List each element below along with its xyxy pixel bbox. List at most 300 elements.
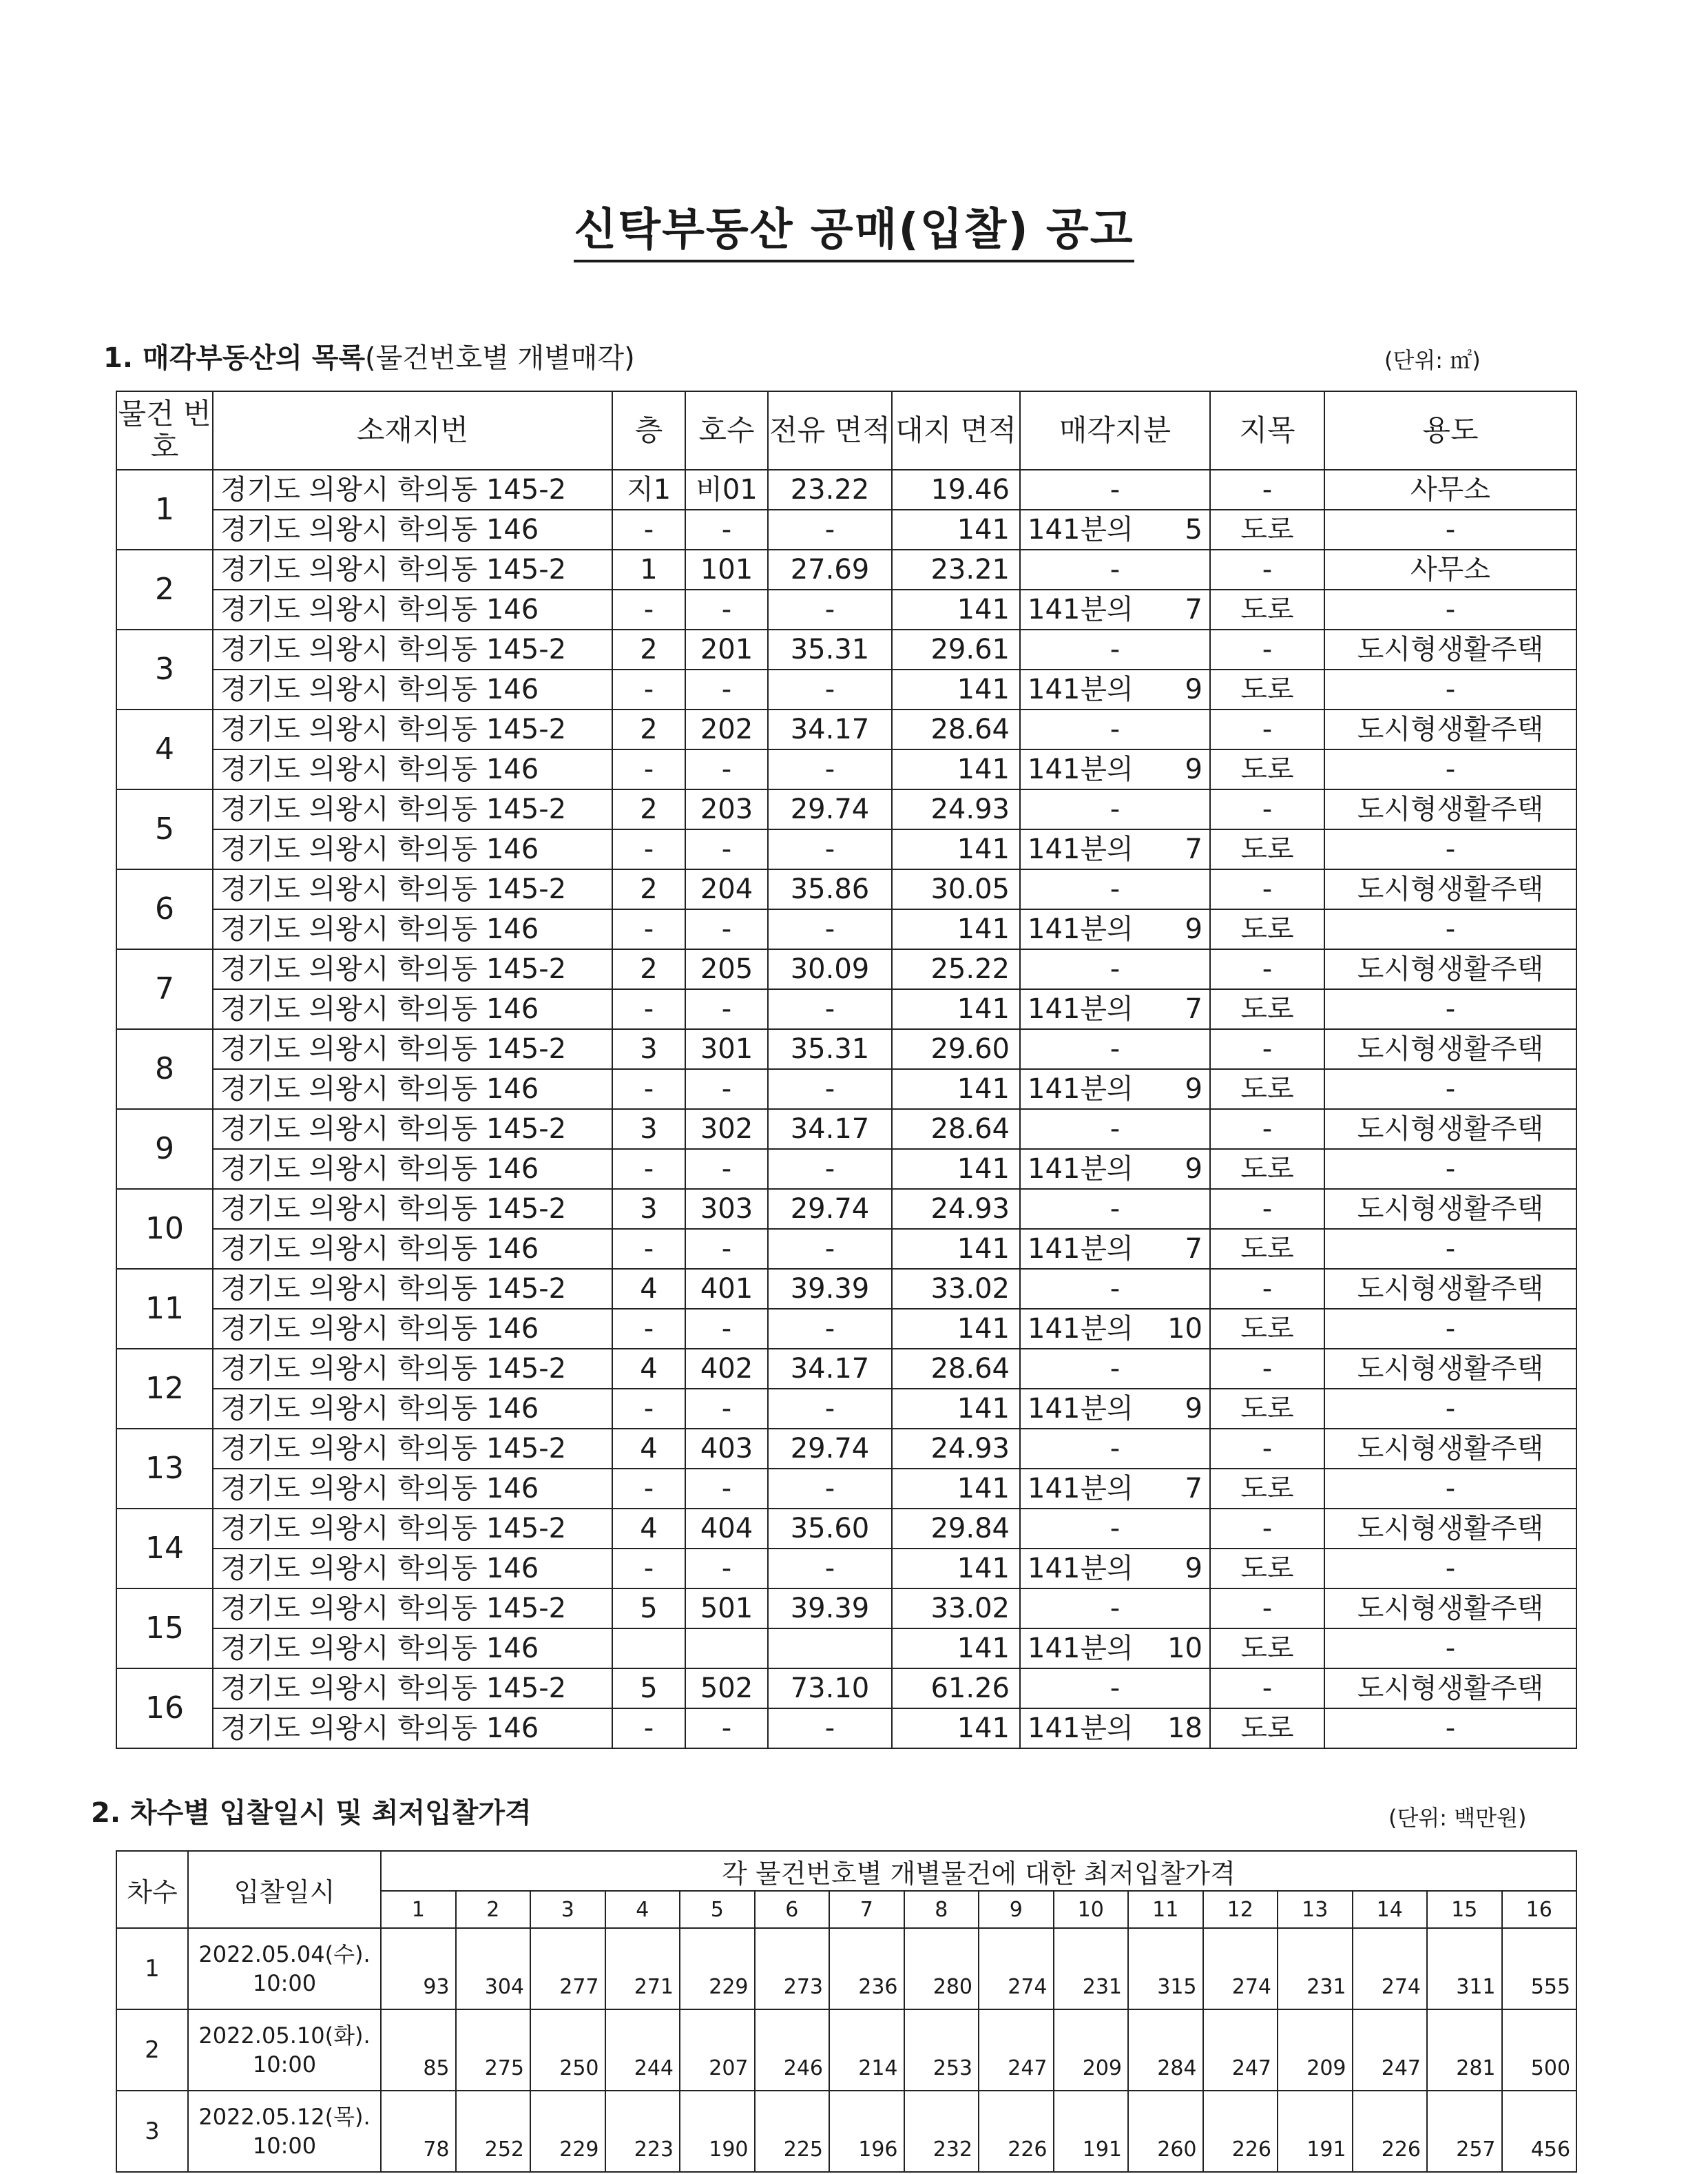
land-area-cell: 141 <box>892 989 1020 1029</box>
share-label: - <box>1110 1113 1121 1145</box>
item-number-cell: 1 <box>116 470 213 550</box>
table-row <box>116 630 1576 670</box>
floor-cell: - <box>612 1469 685 1509</box>
bid-date: 2022.05.12(목). <box>198 2104 371 2130</box>
header-address: 소재지번 <box>213 391 612 470</box>
unit-no-cell: - <box>685 1708 768 1748</box>
share-label: 141분의 <box>1028 1313 1134 1345</box>
floor-cell: 지1 <box>612 470 685 510</box>
exclusive-area-cell: - <box>768 909 892 949</box>
use-cell: 도시형생활주택 <box>1324 1349 1576 1389</box>
price-cell: 250 <box>530 2009 605 2091</box>
share-cell <box>1020 949 1210 989</box>
land-type-cell: - <box>1210 1189 1324 1229</box>
exclusive-area-cell: - <box>768 989 892 1029</box>
item-number-cell: 6 <box>116 869 213 949</box>
unit-no-cell <box>685 1628 768 1668</box>
use-cell: 도시형생활주택 <box>1324 1269 1576 1309</box>
use-cell: 도시형생활주택 <box>1324 1029 1576 1069</box>
address-cell: 경기도 의왕시 학의동 146 <box>213 510 612 550</box>
price-cell: 207 <box>680 2009 755 2091</box>
item-number-header: 3 <box>530 1891 605 1928</box>
exclusive-area-cell: 34.17 <box>768 1109 892 1149</box>
address-cell: 경기도 의왕시 학의동 145-2 <box>213 1109 612 1149</box>
share-cell <box>1020 909 1210 949</box>
exclusive-area-cell: 73.10 <box>768 1668 892 1708</box>
table-row <box>116 869 1576 909</box>
item-number-header: 15 <box>1427 1891 1502 1928</box>
share-cell <box>1020 1229 1210 1269</box>
exclusive-area-cell: 35.60 <box>768 1509 892 1549</box>
floor-cell: - <box>612 1069 685 1109</box>
share-cell <box>1020 470 1210 510</box>
share-cell <box>1020 670 1210 710</box>
share-label: 141분의 <box>1028 1473 1134 1504</box>
price-cell: 214 <box>829 2009 904 2091</box>
table-row <box>116 1429 1576 1469</box>
exclusive-area-cell: - <box>768 670 892 710</box>
use-cell: - <box>1324 590 1576 630</box>
floor-cell: 2 <box>612 789 685 829</box>
share-cell <box>1020 1469 1210 1509</box>
price-cell: 247 <box>979 2009 1054 2091</box>
item-number-cell: 7 <box>116 949 213 1029</box>
land-area-cell: 29.84 <box>892 1509 1020 1549</box>
address-cell: 경기도 의왕시 학의동 146 <box>213 1628 612 1668</box>
unit-no-cell: 205 <box>685 949 768 989</box>
share-label: - <box>1110 714 1121 745</box>
address-cell: 경기도 의왕시 학의동 146 <box>213 1069 612 1109</box>
share-label: 141분의 <box>1028 913 1134 945</box>
land-area-cell: 141 <box>892 1229 1020 1269</box>
price-cell: 93 <box>381 1928 456 2009</box>
exclusive-area-cell: 29.74 <box>768 789 892 829</box>
land-type-cell: 도로 <box>1210 510 1324 550</box>
price-cell: 236 <box>829 1928 904 2009</box>
exclusive-area-cell: 34.17 <box>768 710 892 749</box>
page-title: 신탁부동산 공매(입찰) 공고 <box>0 194 1708 258</box>
section1-heading: 1. 매각부동산의 목록(물건번호별 개별매각) <box>103 342 635 374</box>
use-cell: - <box>1324 1549 1576 1588</box>
land-type-cell: 도로 <box>1210 749 1324 789</box>
price-cell: 229 <box>530 2091 605 2172</box>
share-numerator: 5 <box>1185 514 1202 546</box>
header-share: 매각지분 <box>1020 391 1210 470</box>
share-numerator: 9 <box>1185 1393 1202 1425</box>
use-cell: - <box>1324 1149 1576 1189</box>
table-row <box>116 1109 1576 1149</box>
use-cell: 도시형생활주택 <box>1324 949 1576 989</box>
share-cell <box>1020 1628 1210 1668</box>
land-type-cell: - <box>1210 1588 1324 1628</box>
unit-no-cell: - <box>685 829 768 869</box>
table-header-row <box>116 391 1576 470</box>
price-cell: 190 <box>680 2091 755 2172</box>
share-cell <box>1020 510 1210 550</box>
exclusive-area-cell: 30.09 <box>768 949 892 989</box>
use-cell: - <box>1324 510 1576 550</box>
datetime-cell <box>188 2009 381 2091</box>
share-label: - <box>1110 953 1121 985</box>
use-cell: 도시형생활주택 <box>1324 869 1576 909</box>
share-label: 141분의 <box>1028 1553 1134 1584</box>
floor-cell: 2 <box>612 630 685 670</box>
land-type-cell: - <box>1210 869 1324 909</box>
address-cell: 경기도 의왕시 학의동 146 <box>213 1229 612 1269</box>
table-row <box>116 510 1576 550</box>
share-cell <box>1020 1389 1210 1429</box>
address-cell: 경기도 의왕시 학의동 145-2 <box>213 550 612 590</box>
price-cell: 78 <box>381 2091 456 2172</box>
share-label: - <box>1110 1033 1121 1065</box>
round-cell: 3 <box>116 2091 188 2172</box>
round-cell: 1 <box>116 1928 188 2009</box>
land-type-cell: - <box>1210 550 1324 590</box>
address-cell: 경기도 의왕시 학의동 146 <box>213 1469 612 1509</box>
price-cell: 274 <box>1203 1928 1278 2009</box>
floor-cell: - <box>612 590 685 630</box>
price-cell: 226 <box>979 2091 1054 2172</box>
floor-cell: - <box>612 989 685 1029</box>
price-cell: 257 <box>1427 2091 1502 2172</box>
price-cell: 246 <box>755 2009 830 2091</box>
price-cell: 315 <box>1128 1928 1203 2009</box>
land-area-cell: 141 <box>892 1309 1020 1349</box>
price-cell: 196 <box>829 2091 904 2172</box>
unit-no-cell: - <box>685 1229 768 1269</box>
address-cell: 경기도 의왕시 학의동 146 <box>213 1549 612 1588</box>
use-cell: 도시형생활주택 <box>1324 1429 1576 1469</box>
table-row <box>116 550 1576 590</box>
datetime-cell <box>188 2091 381 2172</box>
land-area-cell: 25.22 <box>892 949 1020 989</box>
item-number-header: 2 <box>456 1891 531 1928</box>
table-row <box>116 1469 1576 1509</box>
use-cell: - <box>1324 1469 1576 1509</box>
table-row <box>116 1549 1576 1588</box>
unit-no-cell: - <box>685 670 768 710</box>
item-number-header: 16 <box>1502 1891 1577 1928</box>
land-area-cell: 29.61 <box>892 630 1020 670</box>
address-cell: 경기도 의왕시 학의동 145-2 <box>213 1588 612 1628</box>
item-number-header: 10 <box>1054 1891 1129 1928</box>
table-row <box>116 949 1576 989</box>
share-label: 141분의 <box>1028 594 1134 625</box>
land-area-cell: 24.93 <box>892 1189 1020 1229</box>
share-cell <box>1020 1029 1210 1069</box>
item-number-header: 13 <box>1278 1891 1353 1928</box>
share-cell <box>1020 869 1210 909</box>
use-cell: 도시형생활주택 <box>1324 1109 1576 1149</box>
share-cell <box>1020 1069 1210 1109</box>
header-floor: 층 <box>612 391 685 470</box>
share-label: - <box>1110 1513 1121 1544</box>
share-numerator: 7 <box>1185 1233 1202 1265</box>
exclusive-area-cell: - <box>768 590 892 630</box>
header-no: 물건 번호 <box>116 391 213 470</box>
share-cell <box>1020 829 1210 869</box>
section1-unit: (단위: ㎡) <box>1384 347 1481 373</box>
item-number-header: 8 <box>904 1891 979 1928</box>
table-row <box>116 1229 1576 1269</box>
land-type-cell: 도로 <box>1210 590 1324 630</box>
floor-cell <box>612 1628 685 1668</box>
share-cell <box>1020 1429 1210 1469</box>
unit-no-cell: 402 <box>685 1349 768 1389</box>
exclusive-area-cell: 39.39 <box>768 1269 892 1309</box>
use-cell: - <box>1324 909 1576 949</box>
share-label: 141분의 <box>1028 1633 1134 1664</box>
land-type-cell: - <box>1210 630 1324 670</box>
share-cell <box>1020 1509 1210 1549</box>
table-row <box>116 909 1576 949</box>
table-row <box>116 1309 1576 1349</box>
unit-no-cell: 비01 <box>685 470 768 510</box>
land-area-cell: 33.02 <box>892 1269 1020 1309</box>
price-cell: 191 <box>1054 2091 1129 2172</box>
address-cell: 경기도 의왕시 학의동 146 <box>213 1708 612 1748</box>
exclusive-area-cell: 27.69 <box>768 550 892 590</box>
table-row <box>116 749 1576 789</box>
use-cell: - <box>1324 1229 1576 1269</box>
address-cell: 경기도 의왕시 학의동 145-2 <box>213 1189 612 1229</box>
floor-cell: 1 <box>612 550 685 590</box>
floor-cell: - <box>612 1149 685 1189</box>
land-type-cell: 도로 <box>1210 1389 1324 1429</box>
address-cell: 경기도 의왕시 학의동 146 <box>213 590 612 630</box>
table-row <box>116 670 1576 710</box>
floor-cell: 4 <box>612 1429 685 1469</box>
share-label: - <box>1110 554 1121 586</box>
land-type-cell: - <box>1210 1668 1324 1708</box>
price-cell: 231 <box>1054 1928 1129 2009</box>
land-area-cell: 141 <box>892 829 1020 869</box>
unit-no-cell: - <box>685 510 768 550</box>
use-cell: 도시형생활주택 <box>1324 789 1576 829</box>
price-cell: 311 <box>1427 1928 1502 2009</box>
exclusive-area-cell: 35.86 <box>768 869 892 909</box>
price-cell: 209 <box>1278 2009 1353 2091</box>
bid-time: 10:00 <box>252 2133 317 2159</box>
item-number-cell: 5 <box>116 789 213 869</box>
land-type-cell: 도로 <box>1210 1469 1324 1509</box>
item-number-header: 14 <box>1353 1891 1428 1928</box>
item-number-header: 12 <box>1203 1891 1278 1928</box>
share-cell <box>1020 1668 1210 1708</box>
share-cell <box>1020 550 1210 590</box>
address-cell: 경기도 의왕시 학의동 145-2 <box>213 1429 612 1469</box>
unit-no-cell: - <box>685 1149 768 1189</box>
price-cell: 281 <box>1427 2009 1502 2091</box>
share-label: - <box>1110 873 1121 905</box>
item-number-header: 4 <box>605 1891 680 1928</box>
price-cell: 226 <box>1353 2091 1428 2172</box>
unit-no-cell: 404 <box>685 1509 768 1549</box>
share-cell <box>1020 989 1210 1029</box>
share-cell <box>1020 1309 1210 1349</box>
item-number-cell: 10 <box>116 1189 213 1269</box>
address-cell: 경기도 의왕시 학의동 146 <box>213 1149 612 1189</box>
section2-unit: (단위: 백만원) <box>1388 1805 1527 1831</box>
item-number-header: 9 <box>979 1891 1054 1928</box>
header-land-area: 대지 면적 <box>892 391 1020 470</box>
price-cell: 247 <box>1353 2009 1428 2091</box>
price-cell: 274 <box>1353 1928 1428 2009</box>
floor-cell: 3 <box>612 1109 685 1149</box>
table-row <box>116 789 1576 829</box>
share-numerator: 9 <box>1185 754 1202 785</box>
price-cell: 231 <box>1278 1928 1353 2009</box>
exclusive-area-cell <box>768 1628 892 1668</box>
table-row <box>116 1668 1576 1708</box>
use-cell: - <box>1324 749 1576 789</box>
address-cell: 경기도 의왕시 학의동 146 <box>213 749 612 789</box>
use-cell: 도시형생활주택 <box>1324 1189 1576 1229</box>
item-number-cell: 9 <box>116 1109 213 1189</box>
item-number-cell: 16 <box>116 1668 213 1748</box>
share-numerator: 7 <box>1185 834 1202 865</box>
floor-cell: - <box>612 829 685 869</box>
floor-cell: 5 <box>612 1588 685 1628</box>
price-cell: 223 <box>605 2091 680 2172</box>
datetime-cell <box>188 1928 381 2009</box>
exclusive-area-cell: - <box>768 1229 892 1269</box>
price-cell: 225 <box>755 2091 830 2172</box>
price-cell: 500 <box>1502 2009 1577 2091</box>
land-type-cell: - <box>1210 1109 1324 1149</box>
floor-cell: - <box>612 510 685 550</box>
land-area-cell: 24.93 <box>892 1429 1020 1469</box>
exclusive-area-cell: - <box>768 829 892 869</box>
use-cell: 도시형생활주택 <box>1324 1668 1576 1708</box>
bid-price-table <box>116 1850 1577 2173</box>
table-row <box>116 1149 1576 1189</box>
land-area-cell: 33.02 <box>892 1588 1020 1628</box>
item-number-cell: 12 <box>116 1349 213 1429</box>
share-label: 141분의 <box>1028 754 1134 785</box>
unit-no-cell: - <box>685 590 768 630</box>
table-row <box>116 590 1576 630</box>
share-label: - <box>1110 1673 1121 1704</box>
item-number-cell: 11 <box>116 1269 213 1349</box>
share-numerator: 18 <box>1167 1712 1202 1744</box>
share-label: 141분의 <box>1028 674 1134 705</box>
share-cell <box>1020 1189 1210 1229</box>
floor-cell: 2 <box>612 710 685 749</box>
exclusive-area-cell: - <box>768 1389 892 1429</box>
exclusive-area-cell: - <box>768 1708 892 1748</box>
unit-no-cell: 403 <box>685 1429 768 1469</box>
use-cell: - <box>1324 670 1576 710</box>
floor-cell: 4 <box>612 1269 685 1309</box>
price-cell: 253 <box>904 2009 979 2091</box>
floor-cell: - <box>612 909 685 949</box>
table-row <box>116 710 1576 749</box>
address-cell: 경기도 의왕시 학의동 145-2 <box>213 470 612 510</box>
land-area-cell: 29.60 <box>892 1029 1020 1069</box>
unit-no-cell: 502 <box>685 1668 768 1708</box>
share-cell <box>1020 710 1210 749</box>
share-cell <box>1020 1149 1210 1189</box>
floor-cell: 4 <box>612 1509 685 1549</box>
header-datetime: 입찰일시 <box>188 1851 381 1928</box>
use-cell: - <box>1324 1628 1576 1668</box>
use-cell: 도시형생활주택 <box>1324 1509 1576 1549</box>
price-cell: 271 <box>605 1928 680 2009</box>
land-type-cell: - <box>1210 1509 1324 1549</box>
exclusive-area-cell: 34.17 <box>768 1349 892 1389</box>
land-area-cell: 141 <box>892 1149 1020 1189</box>
address-cell: 경기도 의왕시 학의동 146 <box>213 1389 612 1429</box>
land-area-cell: 24.93 <box>892 789 1020 829</box>
table-row <box>116 1628 1576 1668</box>
table-row <box>116 1349 1576 1389</box>
price-cell: 284 <box>1128 2009 1203 2091</box>
table-row <box>116 1389 1576 1429</box>
address-cell: 경기도 의왕시 학의동 145-2 <box>213 1668 612 1708</box>
floor-cell: - <box>612 670 685 710</box>
floor-cell: 5 <box>612 1668 685 1708</box>
item-number-cell: 15 <box>116 1588 213 1668</box>
exclusive-area-cell: 29.74 <box>768 1189 892 1229</box>
bid-time: 10:00 <box>252 1970 317 1996</box>
land-area-cell: 141 <box>892 749 1020 789</box>
land-area-cell: 141 <box>892 510 1020 550</box>
unit-no-cell: 201 <box>685 630 768 670</box>
exclusive-area-cell: 35.31 <box>768 630 892 670</box>
use-cell: - <box>1324 1069 1576 1109</box>
item-number-header: 1 <box>381 1891 456 1928</box>
table-row <box>116 470 1576 510</box>
item-number-header: 5 <box>680 1891 755 1928</box>
share-numerator: 7 <box>1185 594 1202 625</box>
price-cell: 209 <box>1054 2009 1129 2091</box>
land-area-cell: 141 <box>892 1708 1020 1748</box>
address-cell: 경기도 의왕시 학의동 145-2 <box>213 1029 612 1069</box>
address-cell: 경기도 의왕시 학의동 146 <box>213 909 612 949</box>
share-label: 141분의 <box>1028 514 1134 546</box>
item-number-cell: 3 <box>116 630 213 710</box>
unit-no-cell: - <box>685 909 768 949</box>
price-cell: 229 <box>680 1928 755 2009</box>
share-cell <box>1020 1549 1210 1588</box>
land-type-cell: - <box>1210 710 1324 749</box>
use-cell: 사무소 <box>1324 470 1576 510</box>
floor-cell: 3 <box>612 1029 685 1069</box>
table-row <box>116 1189 1576 1229</box>
land-area-cell: 141 <box>892 1069 1020 1109</box>
land-area-cell: 28.64 <box>892 710 1020 749</box>
item-number-cell: 8 <box>116 1029 213 1109</box>
land-area-cell: 141 <box>892 909 1020 949</box>
price-cell: 247 <box>1203 2009 1278 2091</box>
land-type-cell: 도로 <box>1210 1628 1324 1668</box>
unit-no-cell: 303 <box>685 1189 768 1229</box>
exclusive-area-cell: - <box>768 1069 892 1109</box>
share-numerator: 9 <box>1185 674 1202 705</box>
exclusive-area-cell: 23.22 <box>768 470 892 510</box>
header-land-type: 지목 <box>1210 391 1324 470</box>
price-cell: 304 <box>456 1928 531 2009</box>
exclusive-area-cell: - <box>768 510 892 550</box>
address-cell: 경기도 의왕시 학의동 146 <box>213 670 612 710</box>
use-cell: - <box>1324 829 1576 869</box>
unit-no-cell: 501 <box>685 1588 768 1628</box>
share-cell <box>1020 749 1210 789</box>
price-cell: 274 <box>979 1928 1054 2009</box>
land-type-cell: 도로 <box>1210 829 1324 869</box>
land-type-cell: 도로 <box>1210 989 1324 1029</box>
